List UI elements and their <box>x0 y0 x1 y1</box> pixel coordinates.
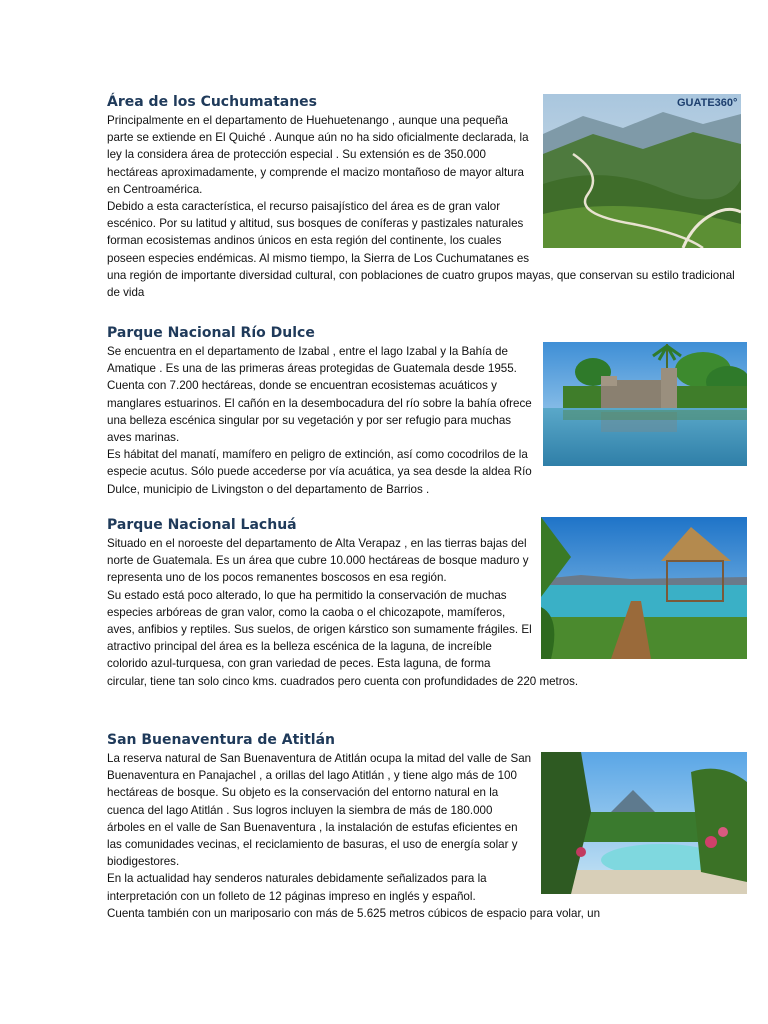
section-title: Área de los Cuchumatanes <box>107 94 318 110</box>
section-rio-dulce <box>107 324 747 498</box>
section-cuchumatanes <box>107 93 747 301</box>
rio-dulce-photo <box>543 342 747 466</box>
section-title: San Buenaventura de Atitlán <box>107 732 336 748</box>
cuchumatanes-photo <box>543 94 741 248</box>
lachua-photo <box>541 517 747 659</box>
paragraph: Principalmente en el departamento de Huehuetenango , aunque una pequeña parte se extiende en El Quiché . Aunque aún no ha sido oficialmente declarada, la ley la considera área de protección especial . Su extensión es de 350.000 hectáreas aproximadamente, y comprende el macizo montañoso de mayor altura en Centroamérica. <box>107 114 529 196</box>
paragraph: Debido a esta característica, el recurso paisajístico del área es de gran valor escénico. Por su latitud y altitud, sus bosques de coníferas y pastizales naturales forman ecosistemas andinos únicos en esta región del continente, los cuales poseen especies endémicas. Al mismo tiempo, la Sierra de Los Cuchumatanes es una región de importante diversidad cultural, con poblaciones de cuatro grupos mayas, que conservan su estilo tradicional de vida <box>107 200 735 300</box>
paragraph: Su estado está poco alterado, lo que ha permitido la conservación de muchas especies arbóreas de gran valor, como la caoba o el chicozapote, mamíferos, aves, anfibios y reptiles. Sus suelos, de origen kárstico son sumamente frágiles. El atractivo principal del área es la belleza escénica de la laguna, de increíble colorido azul-turquesa, con gran variedad de peces. Esta laguna, de forma circular, tiene tan solo cinco kms. cuadrados pero cuenta con profundidades de 220 metros. <box>107 588 579 688</box>
section-title: Parque Nacional Río Dulce <box>107 325 315 341</box>
guate360-logo: GUATE360° <box>677 97 738 109</box>
paragraph: La reserva natural de San Buenaventura de Atitlán ocupa la mitad del valle de San Buenaventura en Panajachel , a orillas del lago Atitlán , y tiene algo más de 100 hectáreas de bosque. Su objeto es la conservación del entorno natural en la cuenca del lago Atitlán . Sus logros incluyen la siembra de más de 180.000 árboles en el valle de San Buenaventura , la instalación de estufas eficientes en las comunidades vecinas, el reciclamiento de basuras, el uso de energía solar y biodigestores. <box>107 752 532 869</box>
paragraph: Se encuentra en el departamento de Izabal , entre el lago Izabal y la Bahía de Amatique . Es una de las primeras áreas protegidas de Guatemala desde 1955. Cuenta con 7.200 hectáreas, donde se encuentran ecosistemas acuáticos y manglares estuarinos. El cañón en la desembocadura del río sobre la bahía ofrece una belleza escénica singular por su vegetación y por ser refugio para muchas aves marinas. <box>107 345 532 445</box>
paragraph: En la actualidad hay senderos naturales debidamente señalizados para la interpretación con un folleto de 12 páginas impreso en inglés y español. <box>107 872 487 903</box>
section-san-buenaventura <box>107 731 747 922</box>
san-buenaventura-photo <box>541 752 747 894</box>
section-lachua <box>107 516 747 690</box>
paragraph: Situado en el noroeste del departamento de Alta Verapaz , en las tierras bajas del norte de Guatemala. Es un área que cubre 10.000 hectáreas de bosque maduro y representa uno de los pocos remanentes boscosos en esa región. <box>107 537 529 585</box>
section-title: Parque Nacional Lachuá <box>107 517 297 533</box>
paragraph: Es hábitat del manatí, mamífero en peligro de extinción, así como cocodrilos de la especie acutus. Sólo puede accederse por vía acuática, ya sea desde la aldea Río Dulce, municipio de Livingston o del departamento de Barrios . <box>107 448 532 496</box>
paragraph: Cuenta también con un mariposario con más de 5.625 metros cúbicos de espacio para volar, un <box>107 906 601 920</box>
